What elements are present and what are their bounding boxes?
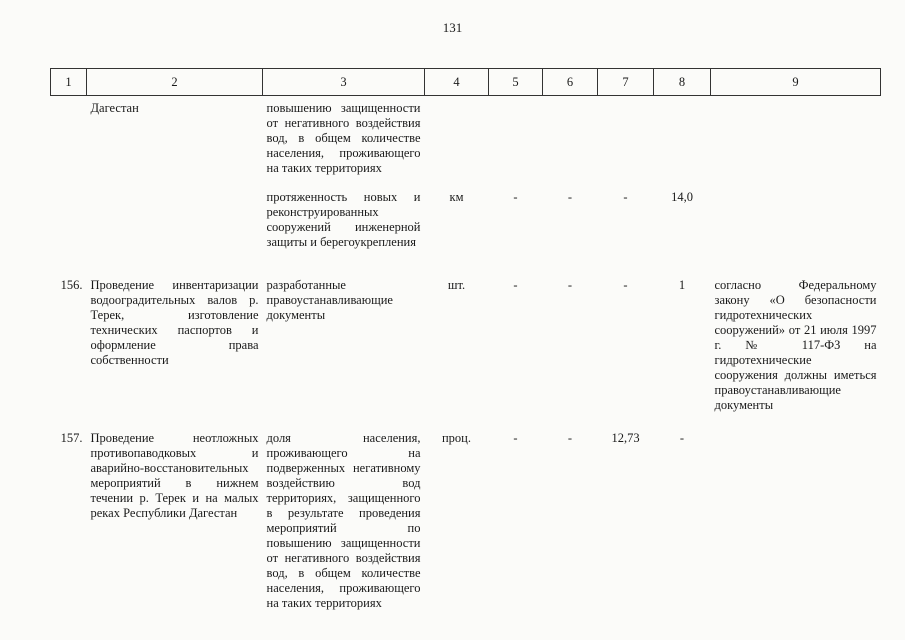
unit-cell [425, 96, 489, 177]
value-col6 [543, 96, 598, 177]
indicator-text: протяженность новых и реконструированных сооружений инженерной защиты и берегоукрепления [266, 190, 421, 249]
value-col5 [489, 96, 543, 177]
column-header-9: 9 [711, 69, 881, 96]
value-col6: - [567, 190, 573, 204]
measure-name: Проведение неотложных противопаводковых и аварийно-восстановительных мероприятий в нижнем течении р. Терек и на малых реках Республики Дагестан [90, 431, 259, 520]
note-text [711, 413, 881, 611]
indicator-text: повышению защищенности от негативного воздействия вод, в общем количестве населения, проживающего на таких территориях [266, 101, 421, 175]
table-row [51, 176, 881, 250]
value-col8 [654, 96, 711, 177]
column-header-6: 6 [543, 69, 598, 96]
row-number [51, 96, 87, 177]
measure-name: Проведение инвентаризации водооградительных валов р. Терек, изготовление технических паспортов и оформление права собственности [90, 278, 259, 367]
value-col7 [598, 96, 654, 177]
column-header-4: 4 [425, 69, 489, 96]
value-col5: - [513, 190, 518, 204]
value-col5: - [513, 431, 518, 445]
table-header [51, 69, 881, 96]
table-row [51, 413, 881, 611]
column-header-1: 1 [51, 69, 87, 96]
indicator-text: разработанные правоустанавливающие документы [266, 278, 393, 322]
row-number [51, 176, 87, 250]
document-table [50, 68, 881, 611]
value-col7: - [623, 278, 628, 292]
value-col8: 1 [678, 278, 686, 292]
note-text [711, 176, 881, 250]
note-text: согласно Федеральному закону «О безопасности гидротехнических сооружений» от 21 июля 1997 г. № 117-ФЗ на гидротехнические сооружения должны иметься правоустанавливающие документы [714, 278, 877, 412]
unit-cell: км [449, 190, 464, 204]
column-header-8: 8 [654, 69, 711, 96]
unit-cell: шт. [447, 278, 466, 292]
indicator-text: доля населения, проживающего на подверженных негативному воздействию вод территориях, защищенного в результате проведения мероприятий по повышению защищенности от негативного воздействия вод, в общем количестве населения, проживающего на таких территориях [266, 431, 421, 610]
value-col8: 14,0 [671, 190, 693, 204]
value-col7: 12,73 [611, 431, 640, 445]
unit-cell: проц. [441, 431, 471, 445]
note-text [711, 96, 881, 177]
value-col5: - [513, 278, 518, 292]
measure-name: Дагестан [90, 101, 139, 115]
column-header-7: 7 [598, 69, 654, 96]
value-col8: - [679, 431, 685, 445]
column-header-5: 5 [489, 69, 543, 96]
table-row [51, 96, 881, 177]
row-number: 157. [60, 431, 83, 445]
measure-name [87, 176, 263, 250]
page-number: 131 [442, 20, 463, 35]
value-col6: - [567, 431, 573, 445]
header-row [51, 69, 881, 96]
value-col7: - [623, 190, 628, 204]
value-col6: - [567, 278, 573, 292]
table-row [51, 250, 881, 413]
column-header-3: 3 [263, 69, 425, 96]
column-header-2: 2 [87, 69, 263, 96]
row-number: 156. [60, 278, 83, 292]
